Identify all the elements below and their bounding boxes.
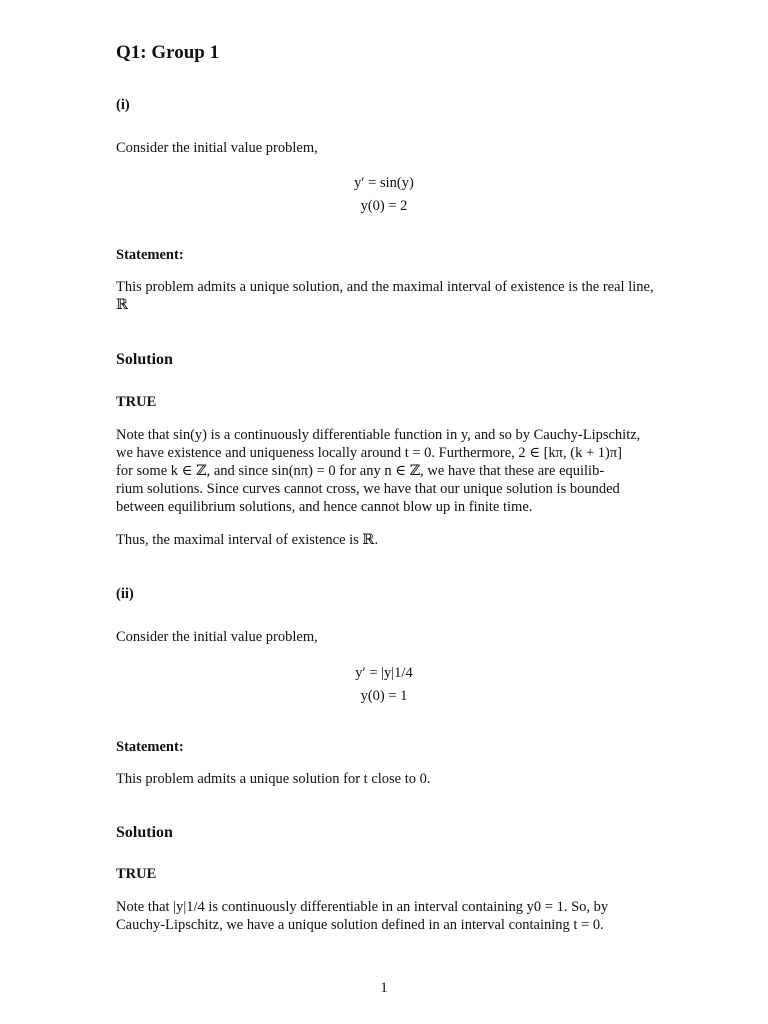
part-i-equation-2: y(0) = 2 <box>360 198 408 214</box>
part-ii-label: (ii) <box>116 586 134 602</box>
part-i-statement-label <box>116 246 660 264</box>
part-i-conclusion: Thus, the maximal interval of existence is ℝ. <box>116 532 379 548</box>
page-number: 1 <box>380 980 388 996</box>
explanation-line: we have existence and uniqueness locally around t = 0. Furthermore, 2 ∈ [kπ, (k + 1)π] <box>116 445 622 461</box>
part-ii-equation-2: y(0) = 1 <box>360 688 408 704</box>
part-ii-statement: This problem admits a unique solution for t close to 0. <box>116 771 431 787</box>
part-ii-explanation <box>116 898 676 934</box>
part-ii-statement-label-text: Statement: <box>116 739 184 755</box>
part-i-explanation <box>116 426 676 516</box>
part-i-statement: This problem admits a unique solution, and the maximal interval of existence is the real line, ℝ <box>116 279 654 313</box>
part-ii-equation-1: y′ = |y|1/4 <box>355 665 413 681</box>
explanation-line: Cauchy-Lipschitz, we have a unique solution defined in an interval containing t = 0. <box>116 917 604 933</box>
part-ii-solution-heading: Solution <box>116 824 173 841</box>
explanation-line: rium solutions. Since curves cannot cross, we have that our unique solution is bounded <box>116 481 620 497</box>
part-i-intro: Consider the initial value problem, <box>116 140 318 156</box>
part-ii-intro: Consider the initial value problem, <box>116 629 318 645</box>
part-i-statement-label-text: Statement: <box>116 247 184 263</box>
part-i-verdict: TRUE <box>116 394 157 410</box>
page-title: Q1: Group 1 <box>116 42 220 63</box>
explanation-line: Note that sin(y) is a continuously differentiable function in y, and so by Cauchy-Lipschitz, <box>116 427 641 443</box>
explanation-line: for some k ∈ ℤ, and since sin(nπ) = 0 for any n ∈ ℤ, we have that these are equilib- <box>116 463 605 479</box>
part-ii-equations <box>0 662 768 708</box>
part-i-solution-heading: Solution <box>116 351 173 368</box>
part-i-equations <box>0 172 768 218</box>
part-i-label: (i) <box>116 97 130 113</box>
explanation-line: between equilibrium solutions, and hence cannot blow up in finite time. <box>116 499 533 515</box>
part-ii-statement-label <box>116 738 660 756</box>
part-ii-verdict: TRUE <box>116 866 157 882</box>
part-i-equation-1: y′ = sin(y) <box>354 175 414 191</box>
explanation-line: Note that |y|1/4 is continuously differentiable in an interval containing y0 = 1. So, by <box>116 899 609 915</box>
